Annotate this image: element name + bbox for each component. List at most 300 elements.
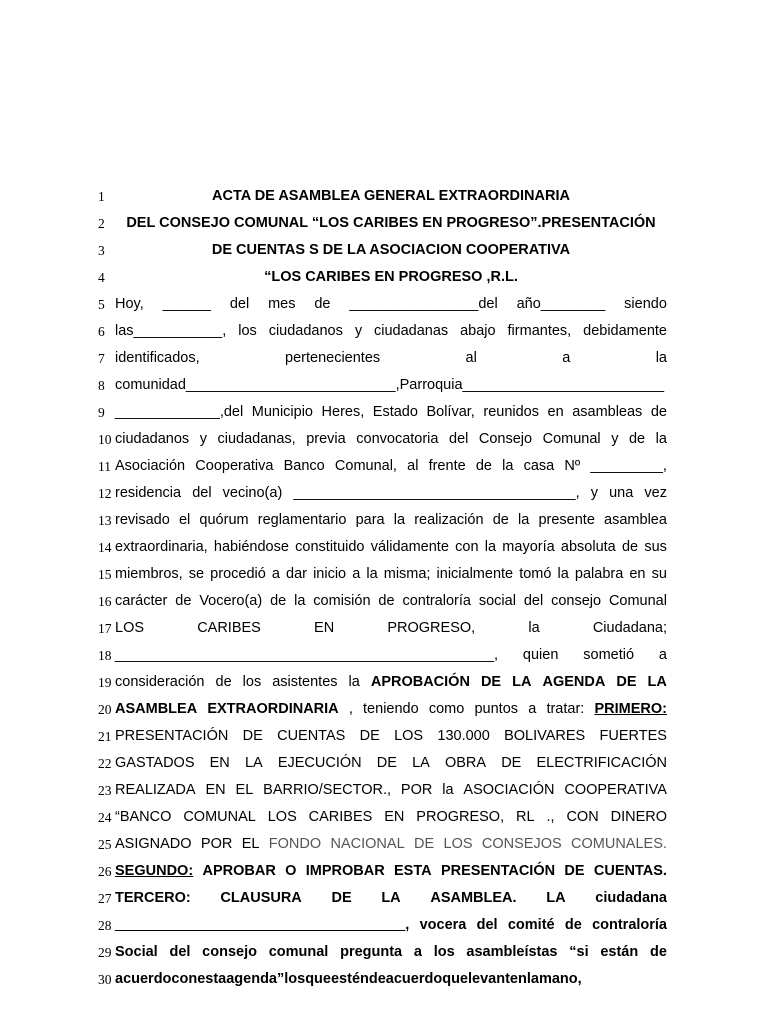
line-number: 2	[98, 216, 105, 231]
line-text	[115, 291, 667, 318]
line-number: 16	[98, 594, 112, 609]
line-word: de	[175, 593, 192, 609]
line-number: 7	[98, 351, 105, 366]
line-word: DE	[414, 836, 435, 852]
line-number: 11	[98, 459, 111, 474]
line-word: de	[628, 431, 646, 447]
line-word: están	[600, 944, 639, 960]
line-word: AGENDA	[542, 674, 606, 690]
line-word: “LOS CARIBES EN PROGRESO ,R.L.	[264, 269, 518, 285]
line-word: que	[305, 971, 331, 987]
document-line	[0, 642, 768, 669]
line-word: 130.000	[437, 728, 490, 744]
line-word: con	[171, 971, 198, 987]
line-word: firmantes,	[507, 323, 572, 339]
line-text	[115, 210, 667, 237]
line-word: _________,	[590, 458, 667, 474]
line-word: Heres,	[321, 404, 365, 420]
line-word: Comunal	[542, 431, 601, 447]
line-word: para	[355, 512, 385, 528]
line-word: DE	[501, 755, 522, 771]
line-word: DE	[480, 674, 502, 690]
line-word: la	[366, 566, 378, 582]
line-word: presente	[538, 512, 595, 528]
line-word: LOS	[443, 836, 473, 852]
line-word: TERCERO:	[115, 890, 191, 906]
document-line	[0, 885, 768, 912]
line-word: a	[413, 944, 422, 960]
line-word: casa	[523, 458, 555, 474]
line-word: EXTRAORDINARIA	[207, 701, 339, 717]
line-number: 15	[98, 567, 112, 582]
line-word: DE	[616, 674, 637, 690]
line-word: DE	[376, 755, 397, 771]
line-word: absoluta	[560, 539, 616, 555]
line-word: al	[407, 458, 419, 474]
line-number: 27	[98, 891, 112, 906]
line-word: EN	[209, 755, 230, 771]
line-word: del	[229, 296, 250, 312]
line-word: PRIMERO:	[594, 701, 667, 717]
line-word: sus	[644, 539, 667, 555]
line-text	[115, 615, 667, 642]
document-line	[0, 183, 768, 210]
line-text	[115, 426, 667, 453]
line-text	[115, 264, 667, 291]
line-text	[115, 588, 667, 615]
line-word: la	[655, 431, 667, 447]
line-word: Bolívar,	[426, 404, 475, 420]
line-number: 8	[98, 378, 105, 393]
line-number: 5	[98, 297, 105, 312]
line-word: LOS	[115, 620, 145, 636]
line-text	[115, 453, 667, 480]
line-word: y	[199, 431, 207, 447]
line-word: inicialmente	[436, 566, 514, 582]
line-word: del	[192, 485, 212, 501]
line-word: habiéndose	[213, 539, 289, 555]
line-word: _____________,del	[115, 404, 244, 420]
line-word: RL	[516, 809, 535, 825]
line-word: de	[368, 971, 386, 987]
line-text	[115, 831, 667, 858]
line-word: ciudadanos	[115, 431, 190, 447]
line-word: sometió	[583, 647, 635, 663]
line-word: asamblea	[604, 512, 667, 528]
line-word: EN	[314, 620, 335, 636]
line-number: 29	[98, 945, 112, 960]
document-line	[0, 210, 768, 237]
document-line	[0, 804, 768, 831]
document-line	[0, 723, 768, 750]
line-word: vecino(a)	[222, 485, 283, 501]
line-number: 3	[98, 243, 105, 258]
line-word: _______________________________________________,	[115, 647, 499, 663]
line-word: POR	[400, 782, 433, 798]
document-line	[0, 507, 768, 534]
line-word: DE	[359, 728, 380, 744]
line-word: a	[658, 647, 667, 663]
line-text	[115, 399, 667, 426]
line-word: ciudadanas	[374, 323, 449, 339]
line-word: se	[188, 566, 205, 582]
line-word: GASTADOS	[115, 755, 195, 771]
document-line	[0, 318, 768, 345]
line-number: 25	[98, 837, 112, 852]
line-text	[115, 183, 667, 210]
line-word: Asociación	[115, 458, 186, 474]
line-word: la	[518, 512, 530, 528]
line-word: de	[621, 539, 639, 555]
line-word: a	[352, 566, 361, 582]
line-word: COOPERATIVA	[564, 782, 667, 798]
line-word: a	[528, 701, 537, 717]
line-word: miembros,	[115, 566, 183, 582]
line-word: APROBAR	[202, 863, 276, 879]
line-word: “si	[569, 944, 589, 960]
line-number: 26	[98, 864, 112, 879]
line-text	[115, 912, 667, 939]
line-word: SEGUNDO:	[115, 863, 194, 879]
line-word: Social	[115, 944, 158, 960]
line-word: BOLIVARES	[504, 728, 586, 744]
line-word: frente	[428, 458, 466, 474]
line-word: identificados,	[115, 350, 200, 366]
line-word: las___________,	[115, 323, 227, 339]
line-word: extraordinaria,	[115, 539, 208, 555]
line-word: misma;	[383, 566, 431, 582]
line-word: LA	[381, 890, 401, 906]
line-word: de	[475, 458, 492, 474]
line-text	[115, 561, 667, 588]
line-word: ESTA	[394, 863, 432, 879]
line-word: levanten	[468, 971, 527, 987]
document-line	[0, 777, 768, 804]
document-line	[0, 615, 768, 642]
line-word: carácter	[115, 593, 168, 609]
line-number: 23	[98, 783, 112, 798]
line-word: ASAMBLEA	[115, 701, 198, 717]
line-word: de	[215, 674, 232, 690]
line-word: ASOCIACIÓN	[463, 782, 555, 798]
document-line	[0, 588, 768, 615]
line-word: ciudadanos	[268, 323, 343, 339]
line-word: y	[354, 323, 363, 339]
line-word: pertenecientes	[285, 350, 381, 366]
line-word: EL	[241, 836, 260, 852]
line-number: 10	[98, 432, 112, 447]
line-word: asambleístas	[466, 944, 558, 960]
line-word: de	[270, 593, 287, 609]
line-word: su	[651, 566, 667, 582]
line-word: PRESENTACIÓN	[440, 863, 556, 879]
line-word: la	[557, 566, 569, 582]
line-word: del	[169, 944, 191, 960]
line-word: del	[476, 917, 498, 933]
line-word: Cooperativa	[195, 458, 274, 474]
line-word: siendo	[624, 296, 667, 312]
line-word: LA	[244, 755, 263, 771]
line-word: dar	[286, 566, 307, 582]
document-line	[0, 912, 768, 939]
document-line	[0, 858, 768, 885]
line-word: la	[442, 782, 454, 798]
line-text	[115, 372, 667, 399]
line-text	[115, 507, 667, 534]
line-text	[115, 723, 667, 750]
line-word: a	[562, 350, 571, 366]
line-word: comité	[507, 917, 555, 933]
document-line	[0, 345, 768, 372]
line-word: los	[242, 674, 262, 690]
document-line	[0, 291, 768, 318]
line-word: BARRIO/SECTOR.,	[263, 782, 392, 798]
line-number: 24	[98, 810, 112, 825]
line-word: la	[655, 350, 667, 366]
line-text	[115, 777, 667, 804]
line-word: DE	[331, 890, 352, 906]
line-word: CUENTAS	[277, 728, 346, 744]
line-word: LOS	[267, 809, 297, 825]
line-word: estén	[330, 971, 369, 987]
line-word: CARIBES	[308, 809, 373, 825]
line-word: DE CUENTAS S DE LA ASOCIACION COOPERATIVA	[211, 242, 571, 258]
line-word: la	[294, 593, 306, 609]
line-word: consideración	[115, 674, 205, 690]
line-word: Nº	[564, 458, 581, 474]
line-word: procedió	[210, 566, 266, 582]
line-word: los	[238, 323, 257, 339]
line-word: ____________________________________,	[115, 917, 410, 933]
line-word: el	[178, 512, 191, 528]
line-word: al	[465, 350, 477, 366]
line-word: vez	[644, 485, 667, 501]
line-word: la	[484, 539, 497, 555]
line-word: DINERO	[610, 809, 667, 825]
line-word: a	[271, 566, 280, 582]
line-word: abajo	[460, 323, 496, 339]
line-text	[115, 750, 667, 777]
line-word: Estado	[372, 404, 418, 420]
line-word: quórum	[199, 512, 249, 528]
line-number: 1	[98, 189, 105, 204]
line-word: PROGRESO,	[387, 620, 476, 636]
line-number: 22	[98, 756, 112, 771]
line-word: válidamente	[370, 539, 449, 555]
line-word: de	[492, 512, 509, 528]
line-word: ciudadanas,	[217, 431, 296, 447]
line-number: 21	[98, 729, 112, 744]
line-word: constituido	[295, 539, 365, 555]
line-word: Municipio	[251, 404, 313, 420]
line-word: Comunal	[608, 593, 667, 609]
line-word: contraloría	[402, 593, 471, 609]
line-word: mano,	[538, 971, 582, 987]
line-word: IMPROBAR	[305, 863, 385, 879]
line-text	[115, 939, 667, 966]
line-word: de	[314, 296, 331, 312]
line-number: 18	[98, 648, 112, 663]
line-word: ___________________________________,	[293, 485, 580, 501]
line-word: una	[609, 485, 634, 501]
line-word: DE	[242, 728, 263, 744]
line-word: del	[523, 593, 544, 609]
line-word: comisión	[313, 593, 371, 609]
line-word: EN	[384, 809, 405, 825]
line-word: “BANCO	[115, 809, 172, 825]
line-number: 28	[98, 918, 112, 933]
document-line	[0, 453, 768, 480]
line-text	[115, 534, 667, 561]
line-word: pregunta	[340, 944, 403, 960]
line-word: CARIBES	[197, 620, 261, 636]
document-line	[0, 669, 768, 696]
line-word: consejo	[551, 593, 602, 609]
line-word: comunidad__________________________,Parroquia_________________________	[115, 377, 665, 393]
document-line	[0, 480, 768, 507]
line-word: acuerdo	[385, 971, 443, 987]
document-line	[0, 534, 768, 561]
line-word: FONDO	[268, 836, 322, 852]
line-word: CUENTAS.	[593, 863, 667, 879]
line-word: palabra	[574, 566, 624, 582]
line-word: PROGRESO,	[416, 809, 505, 825]
line-text	[115, 669, 667, 696]
line-word: asambleas	[572, 404, 643, 420]
line-word: comunal	[268, 944, 329, 960]
line-word: que	[442, 971, 468, 987]
line-word: ACTA DE ASAMBLEA GENERAL EXTRAORDINARIA	[212, 188, 570, 204]
line-text	[115, 480, 667, 507]
line-word: Banco	[283, 458, 325, 474]
line-word: Ciudadana;	[592, 620, 667, 636]
line-word: la	[502, 458, 514, 474]
line-text	[115, 318, 667, 345]
line-number: 30	[98, 972, 112, 987]
line-word: NACIONAL	[330, 836, 405, 852]
line-word: DEL CONSEJO COMUNAL “LOS CARIBES EN PROGRESO”.PRESENTACIÓN	[126, 215, 656, 231]
line-word: FUERTES	[599, 728, 667, 744]
document-line	[0, 426, 768, 453]
document-line	[0, 939, 768, 966]
line-word: la	[393, 512, 406, 528]
line-word: consejo	[202, 944, 257, 960]
document-line	[0, 831, 768, 858]
line-word: POR	[200, 836, 233, 852]
line-text	[115, 642, 667, 669]
line-word: la	[528, 620, 540, 636]
line-word: LA	[647, 674, 667, 690]
line-word: APROBACIÓN	[370, 674, 470, 690]
line-word: tratar:	[546, 701, 585, 717]
line-word: debidamente	[583, 323, 667, 339]
line-word: teniendo	[363, 701, 419, 717]
line-word: EN	[205, 782, 226, 798]
line-word: y	[611, 431, 619, 447]
line-word: O	[285, 863, 297, 879]
line-word: los	[284, 971, 306, 987]
line-word: CONSEJOS	[481, 836, 562, 852]
line-word: vocera	[419, 917, 467, 933]
line-word: LA	[512, 674, 532, 690]
document-line	[0, 750, 768, 777]
line-word: la	[526, 971, 539, 987]
line-word: año________	[516, 296, 606, 312]
line-text	[115, 804, 667, 831]
document-page	[0, 183, 768, 993]
document-line	[0, 264, 768, 291]
line-number: 20	[98, 702, 112, 717]
line-number: 17	[98, 621, 112, 636]
line-word: quien	[522, 647, 559, 663]
line-word: .,	[546, 809, 555, 825]
line-word: DE	[564, 863, 585, 879]
line-number: 14	[98, 540, 112, 555]
line-word: COMUNALES.	[571, 836, 667, 852]
line-word: LOS	[394, 728, 424, 744]
document-line	[0, 696, 768, 723]
line-word: Comunal,	[334, 458, 397, 474]
line-word: PRESENTACIÓN	[115, 728, 229, 744]
line-word: inicio	[313, 566, 347, 582]
document-line	[0, 561, 768, 588]
line-word: como	[428, 701, 465, 717]
line-word: reunidos	[483, 404, 539, 420]
line-word: en	[629, 566, 646, 582]
document-line	[0, 237, 768, 264]
line-word: convocatoria	[356, 431, 439, 447]
line-word: agenda”	[226, 971, 285, 987]
line-word: la	[348, 674, 360, 690]
line-word: realización	[414, 512, 484, 528]
line-word: mayoría	[502, 539, 555, 555]
line-word: REALIZADA	[115, 782, 196, 798]
line-word: del	[449, 431, 469, 447]
line-number: 13	[98, 513, 112, 528]
line-word: reglamentario	[257, 512, 347, 528]
line-word: puntos	[474, 701, 519, 717]
line-word: ASIGNADO	[115, 836, 192, 852]
line-word: ASAMBLEA.	[430, 890, 517, 906]
line-text	[115, 345, 667, 372]
line-number: 6	[98, 324, 105, 339]
line-word: de	[650, 404, 667, 420]
line-word: ciudadana	[595, 890, 667, 906]
line-word: COMUNAL	[183, 809, 256, 825]
document-line	[0, 399, 768, 426]
line-word: CLAUSURA	[220, 890, 302, 906]
line-word: previa	[306, 431, 346, 447]
line-word: ,	[348, 701, 353, 717]
line-word: EL	[235, 782, 254, 798]
line-word: LA	[546, 890, 566, 906]
line-text	[115, 966, 667, 993]
line-number: 4	[98, 270, 105, 285]
line-word: EJECUCIÓN	[277, 755, 362, 771]
line-word: esta	[197, 971, 227, 987]
line-word: contraloría	[592, 917, 667, 933]
line-word: ELECTRIFICACIÓN	[536, 755, 667, 771]
line-word: Vocero(a)	[199, 593, 263, 609]
line-word: de	[564, 917, 582, 933]
line-word: residencia	[115, 485, 182, 501]
line-text	[115, 858, 667, 885]
line-word: ________________del	[349, 296, 498, 312]
document-line	[0, 966, 768, 993]
line-text	[115, 696, 667, 723]
line-word: de	[378, 593, 395, 609]
document-line	[0, 372, 768, 399]
